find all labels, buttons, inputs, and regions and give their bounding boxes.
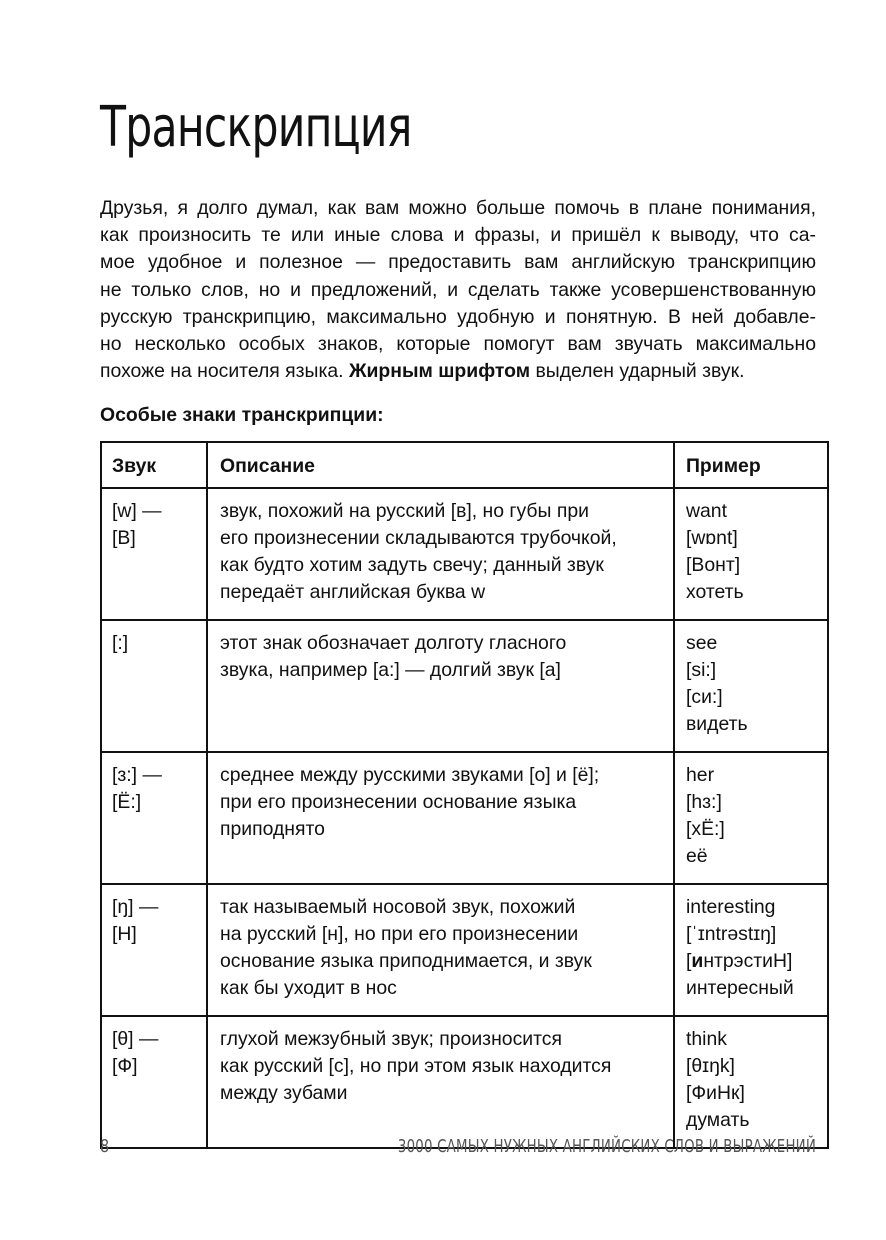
stressed-sound: и [691,950,704,972]
cell-line: [hɜ:] [686,791,722,813]
example-cell [674,1016,828,1148]
description-cell [207,752,674,884]
cell-line: [Н] [112,923,137,945]
cell-line: [си:] [686,686,723,708]
cell-line: [w] — [112,500,162,522]
column-header-sound: Звук [101,442,207,488]
intro-line [100,358,816,385]
intro-paragraph [100,195,816,385]
description-cell [207,620,674,752]
table-row [101,620,828,752]
cell-line: так называемый носовой звук, похожий [220,896,576,918]
cell-line: [si:] [686,659,717,681]
table-row [101,1016,828,1148]
intro-line: Друзья, я долго думал, как вам можно больше помочь в плане понимания, [100,197,816,219]
sound-cell [101,488,207,620]
cell-line: [:] [112,632,129,654]
cell-line: при его произнесении основание языка [220,791,577,813]
cell-line: [wɒnt] [686,527,738,549]
intro-text: похоже на носителя языка. [100,360,349,383]
cell-line: среднее между русскими звуками [о] и [ё]; [220,764,600,786]
cell-line: её [686,845,708,867]
table-row [101,488,828,620]
cell-line: между зубами [220,1082,348,1104]
cell-line: звук, похожий на русский [в], но губы при [220,500,589,522]
intro-line: но несколько особых знаков, которые помогут вам звучать максимально [100,333,816,356]
sound-cell [101,752,207,884]
example-cell [674,620,828,752]
cell-line: [ФиНк] [686,1082,745,1104]
cell-line: этот знак обозначает долготу гласного [220,632,567,654]
cell-text: нтрэстиН] [703,950,793,972]
intro-line: мое удобное и полезное — предоставить вам английскую транскрипцию [100,251,816,274]
page-number: 8 [100,1136,110,1157]
cell-line: [Ф] [112,1055,138,1077]
column-header-description: Описание [207,442,674,488]
sound-cell [101,620,207,752]
column-header-example: Пример [674,442,828,488]
sound-cell [101,884,207,1016]
bold-emphasis: Жирным шрифтом [348,360,531,383]
cell-line: как русский [с], но при этом язык находится [220,1055,612,1077]
description-cell [207,488,674,620]
cell-line: [хЁ:] [686,818,725,840]
cell-line: как бы уходит в нос [220,977,397,999]
cell-line: интересный [686,977,794,999]
cell-line: видеть [686,713,748,735]
page-title: Транскрипция [100,95,412,160]
cell-line: want [686,500,727,522]
cell-line: see [686,632,718,654]
example-cell [674,884,828,1016]
intro-line: не только слов, но и предложений, и сделать также усовершенствованную [100,278,816,301]
cell-line: [Ё:] [112,791,142,813]
cell-line: [ˈɪntrəstɪŋ] [686,923,777,945]
cell-line: думать [686,1109,750,1131]
cell-line: [θɪŋk] [686,1055,735,1077]
cell-line: [В] [112,527,136,549]
example-cell [674,752,828,884]
cell-line: [Вонт] [686,554,741,576]
cell-line: think [686,1028,727,1050]
cell-line: звука, например [a:] — долгий звук [a] [220,659,561,681]
description-cell [207,1016,674,1148]
intro-line: русскую транскрипцию, максимально удобную и понятную. В ней добавле- [100,305,816,328]
cell-line: основание языка приподнимается, и звук [220,950,592,972]
example-cell [674,488,828,620]
table-header-row [101,442,828,488]
table-row [101,884,828,1016]
cell-line: [ɜ:] — [112,764,162,786]
cell-line: хотеть [686,581,744,603]
cell-line: her [686,764,715,786]
description-cell [207,884,674,1016]
cell-line: глухой межзубный звук; произносится [220,1028,562,1050]
section-heading: Особые знаки транскрипции: [100,404,384,426]
cell-line: передаёт английская буква w [220,581,486,603]
cell-line: приподнято [220,818,325,840]
cell-line: [интрэстиН] [686,950,793,972]
cell-line: [ŋ] — [112,896,159,918]
cell-line: [θ] — [112,1028,159,1050]
intro-text: выделен ударный звук. [530,360,745,383]
cell-line: interesting [686,896,776,918]
intro-line: как произносить те или иные слова и фразы, и пришёл к выводу, что са- [100,224,816,247]
running-footer-title: 3000 САМЫХ НУЖНЫХ АНГЛИЙСКИХ СЛОВ И ВЫРАЖЕНИЙ [397,1136,816,1157]
table-row [101,752,828,884]
cell-line: как будто хотим задуть свечу; данный звук [220,554,604,576]
cell-line: его произнесении складываются трубочкой, [220,527,617,549]
sound-cell [101,1016,207,1148]
transcription-table [100,441,829,1149]
cell-line: на русский [н], но при его произнесении [220,923,579,945]
